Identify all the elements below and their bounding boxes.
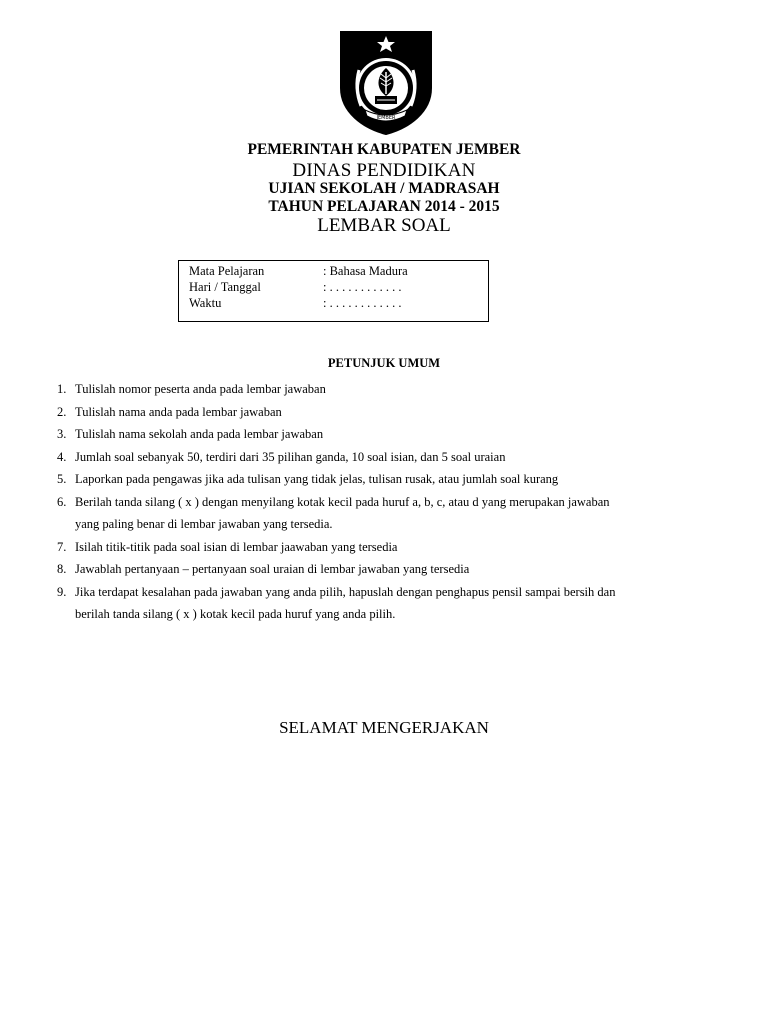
info-value: : . . . . . . . . . . . . (323, 280, 402, 294)
item-text: Tulislah nama sekolah anda pada lembar jawaban (75, 427, 324, 441)
item-number: 7. (57, 539, 67, 554)
jember-emblem-icon (339, 30, 433, 136)
info-value: : Bahasa Madura (323, 264, 408, 278)
closing-message: SELAMAT MENGERJAKAN (279, 718, 489, 737)
item-text: Laporkan pada pengawas jika ada tulisan yang tidak jelas, tulisan rusak, atau jumlah soal kurang (75, 472, 559, 486)
list-item (57, 468, 737, 491)
exam-title: UJIAN SEKOLAH / MADRASAH (268, 180, 500, 197)
item-text: Jawablah pertanyaan – pertanyaan soal uraian di lembar jawaban yang tersedia (75, 562, 470, 576)
item-text: Jika terdapat kesalahan pada jawaban yang anda pilih, hapuslah dengan penghapus pensil sampai bersih dan (75, 584, 616, 599)
item-text: Berilah tanda silang ( x ) dengan menyilang kotak kecil pada huruf a, b, c, atau d yang merupakan jawaban (75, 494, 610, 509)
academic-year-title: TAHUN PELAJARAN 2014 - 2015 (268, 198, 500, 215)
list-item (57, 401, 737, 424)
item-text: Isilah titik-titik pada soal isian di lembar jaawaban yang tersedia (75, 539, 398, 554)
info-label: Waktu (189, 296, 222, 310)
item-number: 1. (57, 382, 67, 396)
item-text: Tulislah nama anda pada lembar jawaban (75, 404, 282, 419)
list-item (57, 423, 737, 446)
list-item (57, 558, 737, 581)
item-text-continued: yang paling benar di lembar jawaban yang tersedia. (75, 517, 333, 531)
government-title: PEMERINTAH KABUPATEN JEMBER (247, 141, 521, 158)
item-number: 2. (57, 404, 67, 419)
list-item (57, 491, 737, 536)
list-item (57, 536, 737, 559)
item-number: 4. (57, 449, 67, 464)
list-item (57, 446, 737, 469)
item-number: 6. (57, 494, 67, 509)
info-label: Hari / Tanggal (189, 280, 261, 294)
item-text-continued: berilah tanda silang ( x ) kotak kecil pada huruf yang anda pilih. (75, 607, 396, 621)
item-number: 3. (57, 427, 67, 441)
sheet-title: LEMBAR SOAL (317, 215, 451, 236)
item-text: Jumlah soal sebanyak 50, terdiri dari 35 pilihan ganda, 10 soal isian, dan 5 soal uraian (75, 449, 506, 464)
item-number: 8. (57, 562, 67, 576)
item-text: Tulislah nomor peserta anda pada lembar jawaban (75, 382, 326, 396)
info-label: Mata Pelajaran (189, 264, 265, 278)
exam-info-box (178, 260, 489, 322)
list-item (57, 378, 737, 401)
list-item (57, 581, 737, 626)
item-number: 5. (57, 472, 67, 486)
instructions-title: PETUNJUK UMUM (327, 356, 441, 370)
info-value: : . . . . . . . . . . . . (323, 296, 402, 310)
department-title: DINAS PENDIDIKAN (292, 160, 476, 181)
emblem-banner-text: JEMBER (376, 115, 396, 121)
instructions-list (57, 378, 737, 626)
item-number: 9. (57, 584, 67, 599)
